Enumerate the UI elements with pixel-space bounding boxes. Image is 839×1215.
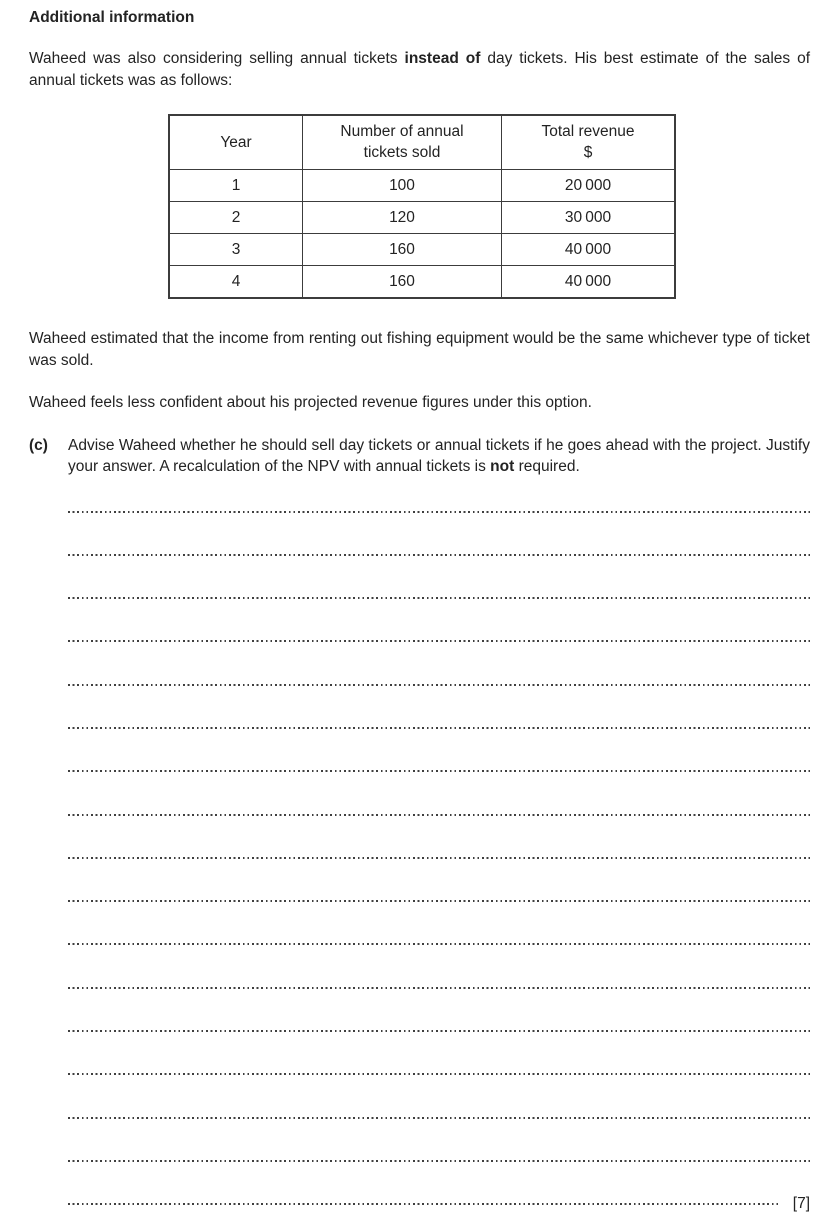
cell-total-revenue: 40 000 (502, 266, 676, 299)
cell-year: 2 (169, 202, 303, 234)
cell-total-revenue: 30 000 (502, 202, 676, 234)
answer-line (68, 1203, 781, 1205)
answer-line (68, 814, 810, 816)
intro-text-pre: Waheed was also considering selling annual tickets (29, 50, 405, 67)
section-heading: Additional information (29, 9, 195, 26)
answer-line (68, 857, 810, 859)
confidence-paragraph: Waheed feels less confident about his projected revenue figures under this option. (29, 394, 592, 411)
answer-line (68, 511, 810, 513)
col-header-total-revenue (502, 115, 676, 170)
answer-line (68, 1030, 810, 1032)
annual-tickets-table (168, 114, 676, 299)
answer-line (68, 770, 810, 772)
table-row (169, 234, 675, 266)
col-header-year (169, 115, 303, 170)
cell-tickets-sold: 160 (303, 266, 502, 299)
marks-label: [7] (792, 1195, 810, 1213)
cell-tickets-sold: 100 (303, 170, 502, 202)
question-c (29, 435, 810, 478)
cell-total-revenue: 20 000 (502, 170, 676, 202)
question-c-text-post: required. (514, 458, 580, 475)
table-row (169, 266, 675, 299)
answer-line (68, 554, 810, 556)
question-c-text-bold: not (490, 458, 515, 475)
answer-line (68, 640, 810, 642)
answer-line (68, 943, 810, 945)
cell-tickets-sold: 160 (303, 234, 502, 266)
table-header-row (169, 115, 675, 170)
answer-lines (68, 511, 810, 1162)
header-line: Year (220, 133, 252, 151)
cell-tickets-sold: 120 (303, 202, 502, 234)
answer-line (68, 1160, 810, 1162)
intro-text-post: day tickets. His best estimate of the sales of annual tickets was as follows: (29, 50, 811, 89)
header-line: $ (583, 144, 593, 161)
answer-line (68, 1073, 810, 1075)
header-line: tickets sold (363, 144, 441, 161)
intro-paragraph (29, 48, 810, 91)
col-header-tickets-sold (303, 115, 502, 170)
header-line: Number of annual (340, 123, 464, 140)
answer-line-last (68, 1193, 810, 1215)
answer-line (68, 597, 810, 599)
cell-year: 4 (169, 266, 303, 299)
cell-year: 1 (169, 170, 303, 202)
answer-area (68, 511, 810, 1215)
question-c-label: (c) (29, 436, 48, 454)
answer-line (68, 1117, 810, 1119)
answer-line (68, 684, 810, 686)
answer-line (68, 727, 810, 729)
intro-text-bold: instead of (404, 50, 481, 67)
cell-total-revenue: 40 000 (502, 234, 676, 266)
cell-year: 3 (169, 234, 303, 266)
question-c-text-pre: Advise Waheed whether he should sell day tickets or annual tickets if he goes ahead with the project. Justify your answer. A recalculation of the NPV with annual tickets is (68, 436, 810, 475)
answer-line (68, 900, 810, 902)
answer-line (68, 987, 810, 989)
table-row (169, 170, 675, 202)
header-line: Total revenue (541, 123, 635, 140)
table-row (169, 202, 675, 234)
equipment-income-paragraph: Waheed estimated that the income from renting out fishing equipment would be the same whichever type of ticket was sold. (29, 330, 810, 369)
question-c-text (68, 435, 810, 478)
